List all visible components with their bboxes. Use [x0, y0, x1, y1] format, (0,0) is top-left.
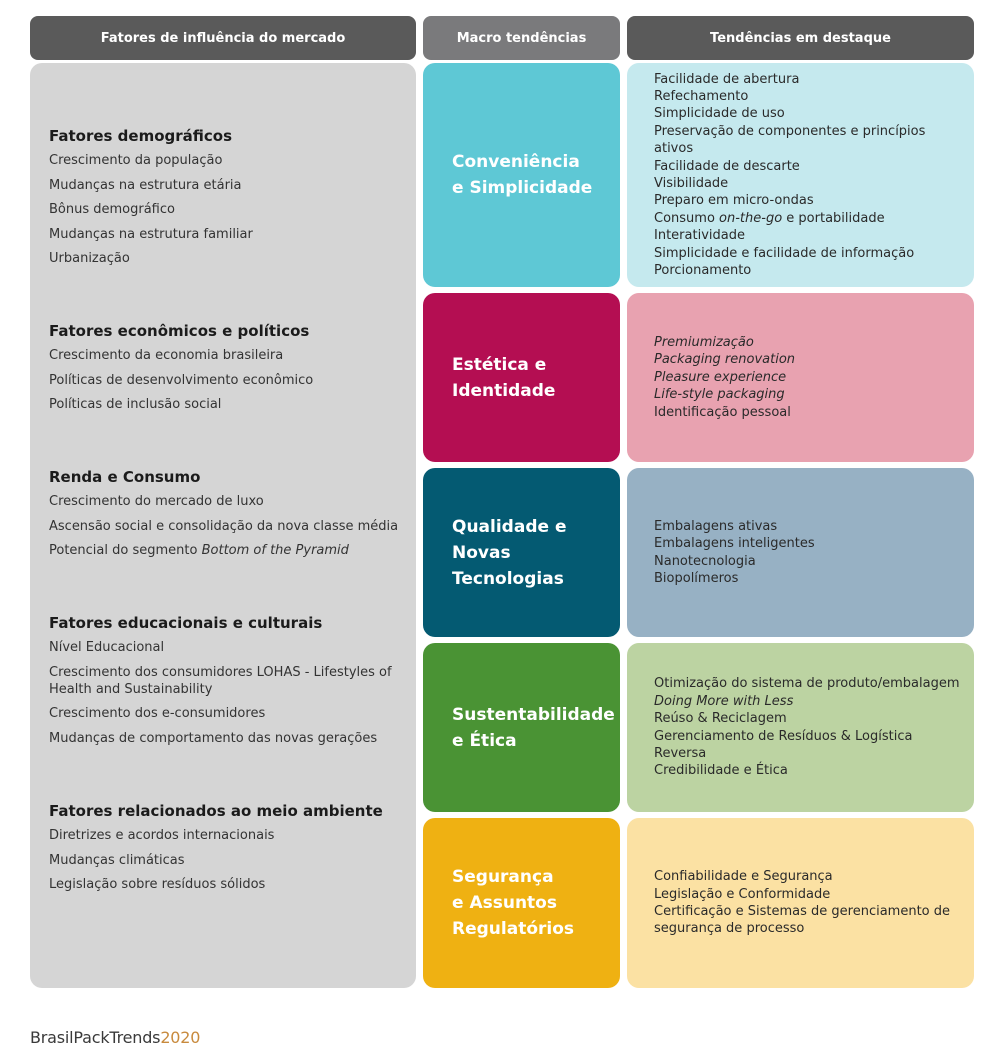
factor-item: Bônus demográfico [49, 202, 175, 217]
trends-quality [627, 468, 974, 637]
factor-item-italic: Bottom of the Pyramid [201, 543, 349, 558]
macro-label-line: Identidade [452, 380, 556, 401]
factor-group-educational [49, 614, 404, 754]
trend-italic: on-the-go [719, 210, 783, 226]
trend-item: Preservação de componentes e princípios ativos [654, 123, 926, 157]
trend-item: Identificação pessoal [654, 404, 791, 420]
trend-text: Consumo [654, 210, 720, 226]
factor-group-title: Renda e Consumo [49, 468, 201, 486]
macro-label-line: e Simplicidade [452, 178, 593, 198]
trend-item: Biopolímeros [654, 570, 739, 586]
factor-item-text: Potencial do segmento [49, 543, 202, 558]
factor-item: Mudanças na estrutura etária [49, 177, 242, 193]
trend-item: Credibilidade e Ética [654, 763, 788, 779]
factor-item: Crescimento da população [49, 153, 223, 168]
trend-item: Legislação e Conformidade [654, 886, 831, 902]
macro-convenience [423, 63, 620, 287]
factor-item: Crescimento do mercado de luxo [49, 494, 264, 509]
macro-label-line: Regulatórios [452, 919, 575, 939]
factor-item: Ascensão social e consolidação da nova classe média [49, 518, 399, 534]
trends-safety [627, 818, 974, 988]
macro-label-line: Segurança [452, 867, 554, 887]
macro-sustainability [423, 643, 620, 812]
factor-group-title: Fatores relacionados ao meio ambiente [49, 802, 383, 820]
macro-label-line: e Assuntos [452, 893, 557, 913]
factor-item: Crescimento da economia brasileira [49, 348, 284, 363]
macro-label-line: Estética e [452, 354, 547, 375]
trend-item: Nanotecnologia [654, 553, 756, 569]
factor-item [49, 542, 404, 559]
trend-item: Confiabilidade e Segurança [654, 869, 833, 885]
factor-item: Mudanças de comportamento das novas gerações [49, 730, 378, 746]
trends-sustainability [627, 643, 974, 812]
trend-item: Porcionamento [654, 263, 752, 279]
trend-item: Refechamento [654, 88, 749, 104]
factor-group-income [49, 468, 404, 567]
trend-item: Gerenciamento de Resíduos & Logística Reversa [654, 728, 913, 761]
factor-item: Crescimento dos e-consumidores [49, 706, 266, 721]
trend-item: Certificação e Sistemas de gerenciamento de segurança de processo [654, 904, 951, 937]
factor-group-title: Fatores econômicos e políticos [49, 322, 310, 340]
trend-item: Otimização do sistema de produto/embalagem [654, 676, 960, 692]
trend-item: Facilidade de descarte [654, 158, 800, 174]
header-macro-trends: Macro tendências [423, 16, 620, 60]
factor-item: Políticas de desenvolvimento econômico [49, 372, 314, 388]
trend-item [654, 210, 964, 227]
factor-item: Mudanças climáticas [49, 852, 185, 868]
macro-label-line: Conveniência [452, 152, 580, 172]
macro-quality [423, 468, 620, 637]
factor-group-demographic [49, 127, 404, 275]
factor-group-environment [49, 802, 404, 901]
factor-item: Nível Educacional [49, 640, 165, 655]
macro-safety [423, 818, 620, 988]
factor-item: Crescimento dos consumidores LOHAS - Lifestyles of Health and Sustainability [49, 664, 392, 697]
header-market-factors: Fatores de influência do mercado [30, 16, 416, 60]
trend-item: Packaging renovation [654, 352, 796, 368]
trend-text: e portabilidade [782, 210, 885, 226]
trend-item: Preparo em micro-ondas [654, 193, 814, 209]
factor-item: Urbanização [49, 251, 130, 266]
trend-item: Interatividade [654, 228, 745, 244]
trend-item: Simplicidade e facilidade de informação [654, 245, 915, 261]
trend-item: Embalagens ativas [654, 518, 778, 534]
macro-label-line: Qualidade e [452, 516, 567, 537]
macro-label-line: Sustentabilidade [452, 704, 615, 725]
factor-item: Políticas de inclusão social [49, 397, 222, 412]
trend-item: Reúso & Reciclagem [654, 711, 787, 727]
factor-item: Mudanças na estrutura familiar [49, 226, 253, 242]
trend-item: Facilidade de abertura [654, 71, 800, 87]
trend-item: Pleasure experience [654, 369, 787, 385]
trend-item: Premiumização [654, 334, 754, 350]
trends-convenience [627, 63, 974, 287]
trend-item: Visibilidade [654, 176, 729, 191]
macro-aesthetics [423, 293, 620, 462]
trends-aesthetics [627, 293, 974, 462]
trend-item: Simplicidade de uso [654, 106, 785, 122]
market-factors-panel [30, 63, 416, 988]
header-highlight-trends: Tendências em destaque [627, 16, 974, 60]
brand-year: 2020 [160, 1028, 201, 1047]
factor-item: Diretrizes e acordos internacionais [49, 828, 275, 843]
trend-item: Doing More with Less [654, 693, 794, 709]
macro-label-line: e Ética [452, 730, 517, 751]
factor-group-title: Fatores demográficos [49, 127, 233, 145]
macro-label-line: Novas Tecnologias [452, 542, 564, 589]
brand-name: BrasilPackTrends [30, 1028, 161, 1047]
factor-group-economic [49, 322, 404, 421]
trend-item: Embalagens inteligentes [654, 536, 815, 552]
factor-group-title: Fatores educacionais e culturais [49, 614, 323, 632]
trend-item: Life-style packaging [654, 387, 785, 403]
brand-footer [30, 1028, 200, 1047]
factor-item: Legislação sobre resíduos sólidos [49, 877, 266, 892]
